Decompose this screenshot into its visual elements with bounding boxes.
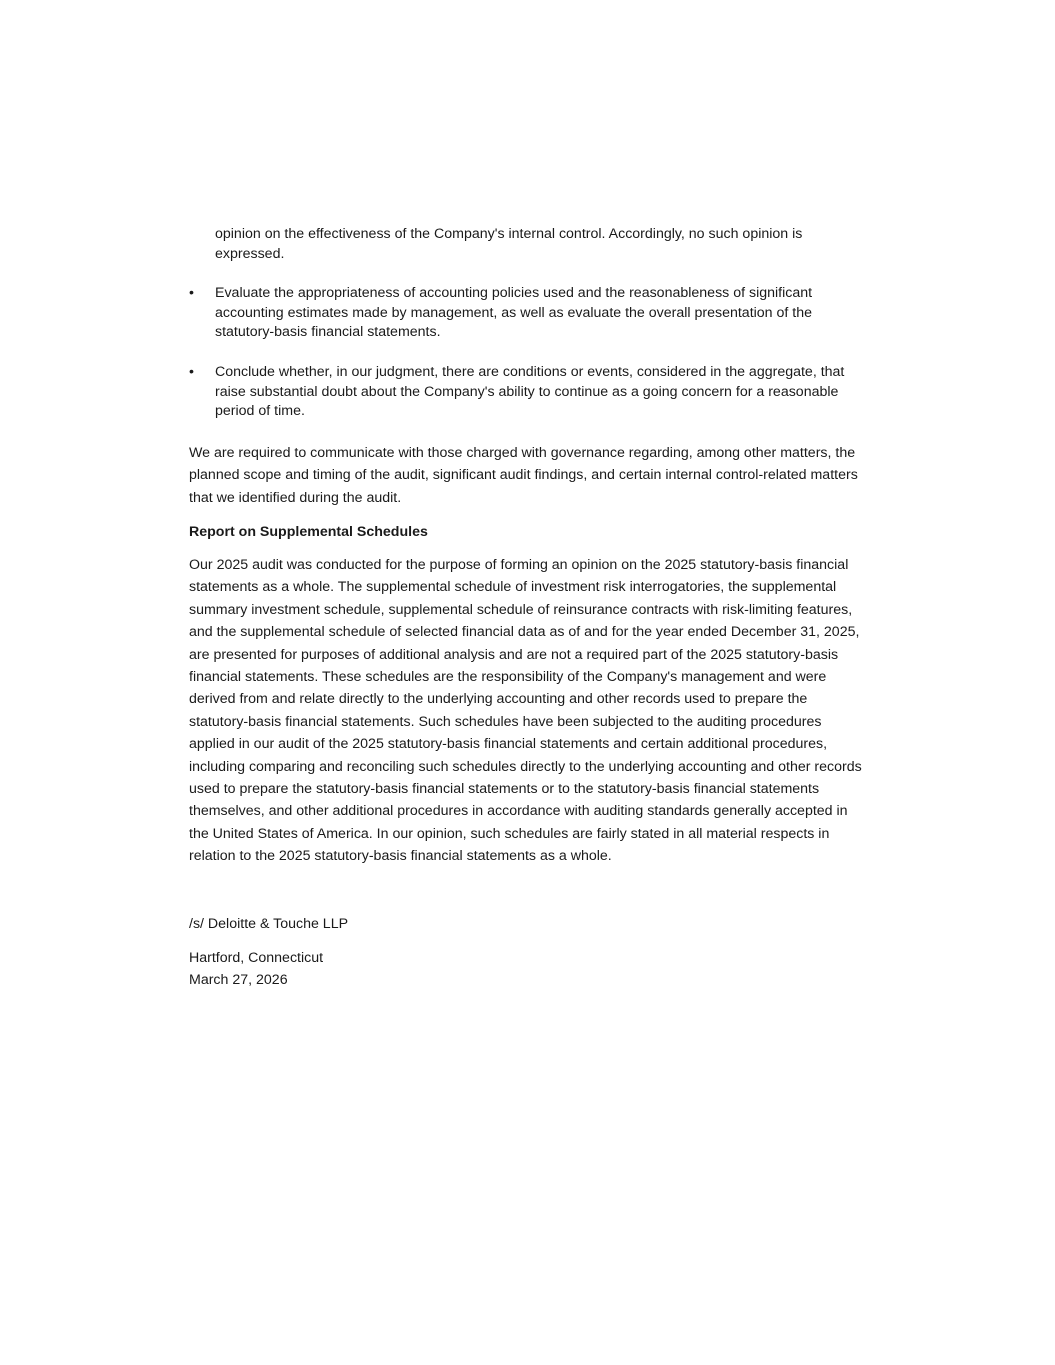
procedures-list (189, 284, 865, 422)
bullet-icon: • (189, 363, 194, 380)
governance-paragraph: We are required to communicate with those charged with governance regarding, among other matters, the planned scope and timing of the audit, significant audit findings, and certain internal control-related matters that we identified during the audit. (189, 444, 858, 506)
report-date: March 27, 2026 (189, 972, 288, 989)
document-body (189, 225, 865, 992)
section-heading: Report on Supplemental Schedules (189, 523, 428, 540)
list-item-text: Evaluate the appropriateness of accounting policies used and the reasonableness of significant accounting estimates made by management, as well as evaluate the overall presentation of the statutory-basis financial statements. (215, 285, 813, 341)
list-item-text: Conclude whether, in our judgment, there are conditions or events, considered in the aggregate, that raise substantial doubt about the Company's ability to continue as a going concern for a reasonable period of time. (215, 363, 845, 420)
supplemental-schedules-paragraph: Our 2025 audit was conducted for the purpose of forming an opinion on the 2025 statutory-basis financial statements as a whole. The supplemental schedule of investment risk interrogatories, the supplemental summary investment schedule, supplemental schedule of reinsurance contracts with risk-limiting features, and the supplemental schedule of selected financial data as of and for the year ended December 31, 2025, are presented for purposes of additional analysis and are not a required part of the 2025 statutory-basis financial statements. These schedules are the responsibility of the Company's management and were derived from and relate directly to the underlying accounting and other records used to prepare the statutory-basis financial statements. Such schedules have been subjected to the auditing procedures applied in our audit of the 2025 statutory-basis financial statements and certain additional procedures, including comparing and reconciling such schedules directly to the underlying accounting and other records used to prepare the statutory-basis financial statements or to the statutory-basis financial statements themselves, and other additional procedures in accordance with auditing standards generally accepted in the United States of America. In our opinion, such schedules are fairly stated in all material respects in relation to the 2025 statutory-basis financial statements as a whole. (189, 556, 862, 865)
list-item (189, 363, 865, 422)
auditor-signature: /s/ Deloitte & Touche LLP (189, 915, 349, 932)
report-location: Hartford, Connecticut (189, 950, 324, 967)
bullet-icon: • (189, 285, 194, 302)
list-item (189, 284, 865, 343)
continuation-paragraph: opinion on the effectiveness of the Company's internal control. Accordingly, no such opinion is expressed. (215, 226, 803, 262)
